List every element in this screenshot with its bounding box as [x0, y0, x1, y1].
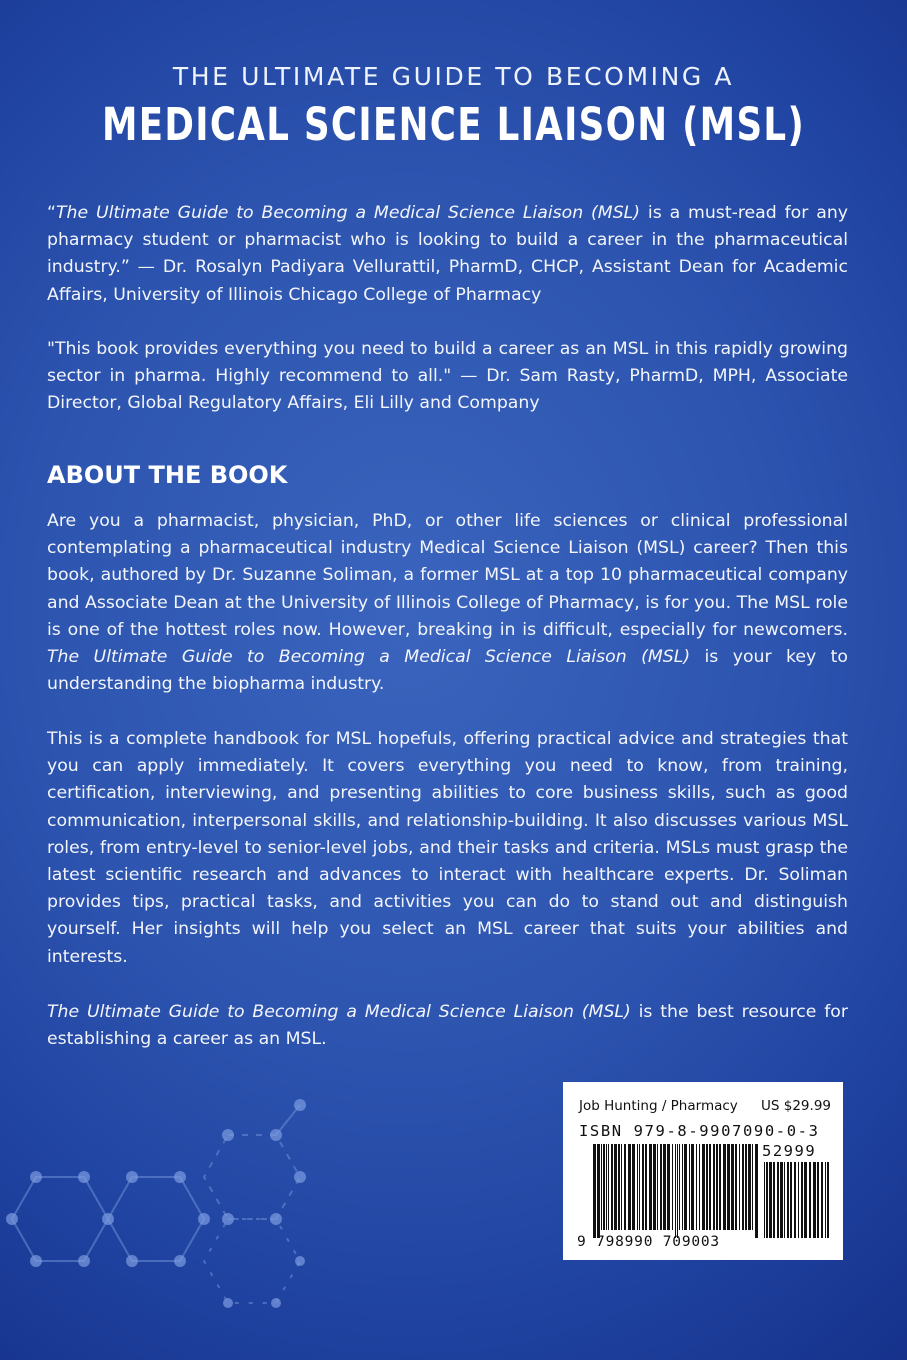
barcode-bar: [790, 1162, 792, 1238]
barcode-bar: [593, 1144, 596, 1238]
barcode-bar: [723, 1144, 726, 1230]
about-p3-tail: is the best resource for establishing a career as an MSL.: [47, 1002, 848, 1050]
barcode-bar: [597, 1144, 600, 1238]
barcode-bar: [813, 1162, 816, 1238]
barcode-bar: [691, 1144, 694, 1230]
barcode-bar: [773, 1162, 775, 1238]
barcode-bar: [677, 1144, 678, 1238]
barcode-bar: [649, 1144, 652, 1230]
barcode-bar: [696, 1144, 697, 1230]
barcode-bar: [621, 1144, 622, 1230]
barcode-bar: [601, 1144, 602, 1230]
barcode-bar: [713, 1144, 715, 1230]
praise-quote-2: "This book provides everything you need to build a career as an MSL in this rapidly growing sector in pharma. Highly recommend to all." — Dr. Sam Rasty, PharmD, MPH, Associate Director, Global Regulatory Affairs, Eli Lilly and Company: [47, 339, 848, 414]
barcode-bar: [764, 1162, 765, 1238]
about-p3-book-title: The Ultimate Guide to Becoming a Medical Science Liaison (MSL): [47, 1002, 631, 1022]
barcode-bar: [642, 1144, 644, 1230]
barcode-bar: [709, 1144, 711, 1230]
barcode-bar: [817, 1162, 819, 1238]
barcode-bar: [637, 1144, 638, 1230]
barcode-bar: [748, 1144, 751, 1230]
barcode-bar: [608, 1144, 609, 1230]
barcode-bar: [780, 1162, 783, 1238]
about-paragraph-1: [47, 508, 848, 698]
barcode-bar: [801, 1162, 803, 1238]
barcode-bar: [663, 1144, 666, 1230]
about-paragraph-2: This is a complete handbook for MSL hopefuls, offering practical advice and strategies that you can apply immediately. It covers everything you need to know, from training, certification, interviewing, and presenting abilities to core business skills, such as good communication, interpersonal skills, and relationship-building. It also discusses various MSL roles, from entry-level to senior-level jobs, and their tasks and criteria. MSLs must grasp the latest scientific research and advances to interact with healthcare experts. Dr. Soliman provides tips, practical tasks, and activities you can do to stand out and distinguish yourself. Her insights will help you select an MSL career that suits your abilities and interests.: [47, 729, 848, 967]
barcode-bar: [611, 1144, 613, 1230]
barcode-bar: [784, 1162, 785, 1238]
barcode-bar: [755, 1144, 758, 1238]
barcode-bar: [821, 1162, 823, 1238]
price-addon-code: 52999: [762, 1142, 817, 1160]
book-price: US $29.99: [761, 1098, 831, 1114]
barcode-bar: [682, 1144, 683, 1230]
barcode-bar: [660, 1144, 662, 1230]
barcode-bar: [675, 1144, 676, 1238]
praise-quote-1: [47, 200, 848, 309]
barcode-bar: [777, 1162, 779, 1238]
barcode-bar: [606, 1144, 607, 1230]
praise-quote-text: is a must-read for any pharmacy student or pharmacist who is looking to build a career in the pharmaceutical industry.” — Dr. Rosalyn Padiyara Vellurattil, PharmD, CHCP, Assistant Dean for Academic Affairs, University of Illinois Chicago College of Pharmacy: [47, 203, 848, 305]
barcode-bar: [667, 1144, 670, 1230]
barcode-bar: [825, 1162, 826, 1238]
barcode-bar: [632, 1144, 635, 1230]
barcode-bar: [739, 1144, 740, 1230]
molecule-hexagon-graphic: [0, 1090, 380, 1360]
barcode-bar: [798, 1162, 799, 1238]
barcode-bar: [657, 1144, 658, 1230]
barcode-bar: [603, 1144, 605, 1230]
barcode-box: [563, 1082, 843, 1260]
barcode-bar: [699, 1144, 700, 1230]
barcode-bar: [727, 1144, 730, 1230]
barcode-bar: [689, 1144, 690, 1230]
about-p1-tail: is your key to understanding the biopharma industry.: [47, 647, 848, 695]
ean-digits: 9 798990 709003: [577, 1234, 720, 1250]
cover-title: MEDICAL SCIENCE LIAISON (MSL): [101, 98, 806, 151]
barcode-bar: [618, 1144, 620, 1230]
barcode-bar: [745, 1144, 747, 1230]
barcode-bar: [672, 1144, 673, 1230]
barcode-bar: [787, 1162, 789, 1238]
praise-open-quote: “: [47, 203, 56, 223]
barcode-bar: [719, 1144, 721, 1230]
praise-book-title: The Ultimate Guide to Becoming a Medical Science Liaison (MSL): [55, 203, 641, 223]
barcode-bar: [653, 1144, 656, 1230]
barcode-bar: [645, 1144, 647, 1230]
barcode-bar: [769, 1162, 772, 1238]
barcode-bar: [731, 1144, 734, 1230]
about-paragraph-3: [47, 999, 848, 1053]
barcode-bar: [684, 1144, 687, 1230]
barcode-bar: [628, 1144, 631, 1230]
about-p1-text: Are you a pharmacist, physician, PhD, or other life sciences or clinical professional contemplating a pharmaceutical industry Medical Science Liaison (MSL) career? Then this book, authored by Dr. Suzanne Soliman, a former MSL at a top 10 pharmaceutical company and Associate Dean at the University of Illinois College of Pharmacy, is for you. The MSL role is one of the hottest roles now. However, breaking in is difficult, especially for newcomers.: [47, 511, 848, 640]
isbn-label: ISBN 979-8-9907090-0-3: [579, 1122, 820, 1140]
barcode-bar: [804, 1162, 807, 1238]
barcode-bar: [614, 1144, 617, 1230]
book-category: Job Hunting / Pharmacy: [579, 1098, 738, 1114]
barcode-bar: [766, 1162, 768, 1238]
about-heading: ABOUT THE BOOK: [47, 461, 288, 489]
barcode-bar: [752, 1144, 753, 1230]
barcode-bar: [639, 1144, 640, 1230]
barcode-bar: [706, 1144, 708, 1230]
barcode-bar: [702, 1144, 705, 1230]
barcode-bar: [679, 1144, 680, 1230]
about-p1-book-title: The Ultimate Guide to Becoming a Medical Science Liaison (MSL): [47, 647, 691, 668]
barcode-bar: [742, 1144, 744, 1230]
barcode-bar: [794, 1162, 796, 1238]
barcode-bar: [624, 1144, 626, 1230]
barcode-bar: [735, 1144, 737, 1230]
barcode-bar: [716, 1144, 718, 1230]
barcode-bar: [809, 1162, 811, 1238]
cover-subtitle: THE ULTIMATE GUIDE TO BECOMING A: [172, 62, 735, 91]
barcode-bar: [827, 1162, 829, 1238]
